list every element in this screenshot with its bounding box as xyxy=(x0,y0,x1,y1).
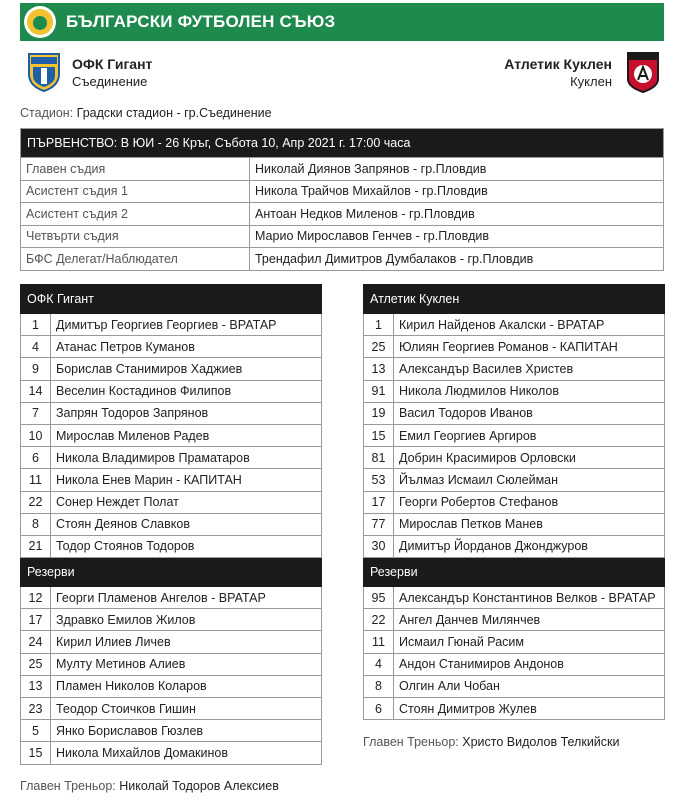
player-row xyxy=(21,675,322,697)
away-team-city: Куклен xyxy=(570,74,612,89)
official-row xyxy=(21,158,664,181)
federation-banner xyxy=(20,3,664,41)
player-name: Ангел Данчев Милянчев xyxy=(394,609,665,631)
player-number: 25 xyxy=(364,336,394,358)
player-name: Георги Робертов Стефанов xyxy=(394,491,665,513)
player-row xyxy=(364,380,665,402)
player-row xyxy=(21,513,322,535)
player-row xyxy=(364,469,665,491)
official-name: Никола Трайчов Михайлов - гр.Пловдив xyxy=(250,180,664,203)
player-number: 5 xyxy=(21,720,51,742)
player-name: Веселин Костадинов Филипов xyxy=(51,380,322,402)
player-row xyxy=(364,698,665,720)
roster-title-row-label: ОФК Гигант xyxy=(21,285,322,314)
player-name: Юлиян Георгиев Романов - КАПИТАН xyxy=(394,336,665,358)
player-number: 6 xyxy=(364,698,394,720)
roster-title-row xyxy=(21,285,322,314)
official-name: Марио Мирославов Генчев - гр.Пловдив xyxy=(250,225,664,248)
official-role: Главен съдия xyxy=(21,158,250,181)
away-team-crest-icon xyxy=(626,51,660,93)
official-row xyxy=(21,203,664,226)
player-number: 11 xyxy=(364,631,394,653)
player-name: Здравко Емилов Жилов xyxy=(51,609,322,631)
stadium-info xyxy=(20,106,272,120)
home-coach-name: Николай Тодоров Алексиев xyxy=(119,779,279,793)
player-row xyxy=(364,675,665,697)
player-row xyxy=(364,631,665,653)
teams-header xyxy=(20,43,664,100)
player-name: Мирослав Миленов Радев xyxy=(51,424,322,446)
home-team-city: Съединение xyxy=(72,74,148,89)
player-row xyxy=(364,513,665,535)
player-row xyxy=(364,314,665,336)
officials-table xyxy=(20,128,664,271)
away-coach-name: Христо Видолов Телкийски xyxy=(462,735,620,749)
player-name: Запрян Тодоров Запрянов xyxy=(51,402,322,424)
player-row xyxy=(21,424,322,446)
player-row xyxy=(21,609,322,631)
official-row xyxy=(21,248,664,271)
player-row xyxy=(364,587,665,609)
player-number: 17 xyxy=(21,609,51,631)
player-name: Никола Енев Марин - КАПИТАН xyxy=(51,469,322,491)
player-number: 30 xyxy=(364,535,394,557)
player-number: 21 xyxy=(21,535,51,557)
home-coach xyxy=(20,779,279,793)
match-info-row xyxy=(21,129,664,158)
player-name: Кирил Найденов Акалски - ВРАТАР xyxy=(394,314,665,336)
player-number: 14 xyxy=(21,380,51,402)
bfs-logo-icon xyxy=(24,6,56,38)
player-name: Димитър Георгиев Георгиев - ВРАТАР xyxy=(51,314,322,336)
player-row xyxy=(364,491,665,513)
player-name: Андон Станимиров Андонов xyxy=(394,653,665,675)
player-number: 8 xyxy=(364,675,394,697)
player-name: Пламен Николов Коларов xyxy=(51,675,322,697)
player-name: Мулту Метинов Алиев xyxy=(51,653,322,675)
player-name: Никола Михайлов Домакинов xyxy=(51,742,322,764)
player-name: Васил Тодоров Иванов xyxy=(394,402,665,424)
player-number: 95 xyxy=(364,587,394,609)
player-name: Димитър Йорданов Джонджуров xyxy=(394,535,665,557)
player-number: 1 xyxy=(364,314,394,336)
player-number: 13 xyxy=(21,675,51,697)
player-name: Никола Людмилов Николов xyxy=(394,380,665,402)
player-row xyxy=(21,535,322,557)
player-name: Теодор Стоичков Гишин xyxy=(51,698,322,720)
player-row xyxy=(364,609,665,631)
player-number: 77 xyxy=(364,513,394,535)
player-number: 12 xyxy=(21,587,51,609)
player-row xyxy=(21,314,322,336)
reserves-title-row xyxy=(364,558,665,587)
player-name: Александър Василев Христев xyxy=(394,358,665,380)
away-roster-table xyxy=(363,284,665,720)
player-row xyxy=(21,469,322,491)
official-name: Трендафил Димитров Думбалаков - гр.Пловдив xyxy=(250,248,664,271)
player-row xyxy=(21,402,322,424)
official-role: Асистент съдия 1 xyxy=(21,180,250,203)
home-team-crest-icon xyxy=(27,52,61,92)
official-role: Четвърти съдия xyxy=(21,225,250,248)
official-role: Асистент съдия 2 xyxy=(21,203,250,226)
home-coach-label: Главен Треньор: xyxy=(20,779,116,793)
player-row xyxy=(21,742,322,764)
player-name: Стоян Димитров Жулев xyxy=(394,698,665,720)
official-row xyxy=(21,225,664,248)
player-name: Борислав Станимиров Хаджиев xyxy=(51,358,322,380)
player-row xyxy=(21,720,322,742)
player-name: Исмаил Гюнай Расим xyxy=(394,631,665,653)
player-row xyxy=(364,424,665,446)
player-name: Мирослав Петков Манев xyxy=(394,513,665,535)
match-info: ПЪРВЕНСТВО: В ЮИ - 26 Кръг, Събота 10, Апр 2021 г. 17:00 часа xyxy=(21,129,664,158)
reserves-title-row-label: Резерви xyxy=(364,558,665,587)
player-number: 1 xyxy=(21,314,51,336)
player-row xyxy=(21,447,322,469)
player-name: Йълмаз Исмаил Сюлейман xyxy=(394,469,665,491)
home-team-name: ОФК Гигант xyxy=(72,56,153,72)
away-coach-label: Главен Треньор: xyxy=(363,735,459,749)
player-number: 23 xyxy=(21,698,51,720)
player-name: Сонер Неждет Полат xyxy=(51,491,322,513)
player-row xyxy=(21,587,322,609)
player-row xyxy=(364,447,665,469)
player-number: 91 xyxy=(364,380,394,402)
player-row xyxy=(364,358,665,380)
player-number: 6 xyxy=(21,447,51,469)
player-number: 22 xyxy=(364,609,394,631)
player-row xyxy=(21,491,322,513)
player-number: 11 xyxy=(21,469,51,491)
player-row xyxy=(21,698,322,720)
official-name: Антоан Недков Миленов - гр.Пловдив xyxy=(250,203,664,226)
player-name: Никола Владимиров Праматаров xyxy=(51,447,322,469)
stadium-value: Градски стадион - гр.Съединение xyxy=(76,106,272,120)
roster-title-row-label: Атлетик Куклен xyxy=(364,285,665,314)
away-team-name: Атлетик Куклен xyxy=(504,56,612,72)
player-row xyxy=(364,653,665,675)
reserves-title-row xyxy=(21,558,322,587)
player-number: 13 xyxy=(364,358,394,380)
player-number: 10 xyxy=(21,424,51,446)
player-name: Добрин Красимиров Орловски xyxy=(394,447,665,469)
federation-title: БЪЛГАРСКИ ФУТБОЛЕН СЪЮЗ xyxy=(66,12,336,31)
home-roster-table xyxy=(20,284,322,765)
player-number: 4 xyxy=(364,653,394,675)
player-row xyxy=(21,631,322,653)
player-number: 22 xyxy=(21,491,51,513)
player-row xyxy=(21,358,322,380)
reserves-title-row-label: Резерви xyxy=(21,558,322,587)
player-number: 9 xyxy=(21,358,51,380)
player-number: 24 xyxy=(21,631,51,653)
player-number: 17 xyxy=(364,491,394,513)
player-row xyxy=(364,336,665,358)
away-coach xyxy=(363,735,620,749)
player-number: 15 xyxy=(21,742,51,764)
player-name: Кирил Илиев Личев xyxy=(51,631,322,653)
player-name: Емил Георгиев Аргиров xyxy=(394,424,665,446)
player-number: 4 xyxy=(21,336,51,358)
player-name: Тодор Стоянов Тодоров xyxy=(51,535,322,557)
official-row xyxy=(21,180,664,203)
player-row xyxy=(364,402,665,424)
player-name: Георги Пламенов Ангелов - ВРАТАР xyxy=(51,587,322,609)
official-role: БФС Делегат/Наблюдател xyxy=(21,248,250,271)
official-name: Николай Диянов Запрянов - гр.Пловдив xyxy=(250,158,664,181)
player-row xyxy=(21,336,322,358)
player-number: 7 xyxy=(21,402,51,424)
player-name: Атанас Петров Куманов xyxy=(51,336,322,358)
player-number: 53 xyxy=(364,469,394,491)
player-row xyxy=(21,653,322,675)
player-number: 25 xyxy=(21,653,51,675)
stadium-label: Стадион: xyxy=(20,106,74,120)
roster-title-row xyxy=(364,285,665,314)
player-number: 19 xyxy=(364,402,394,424)
player-name: Александър Константинов Велков - ВРАТАР xyxy=(394,587,665,609)
player-name: Стоян Деянов Славков xyxy=(51,513,322,535)
player-row xyxy=(21,380,322,402)
player-name: Янко Бориславов Гюзлев xyxy=(51,720,322,742)
player-number: 8 xyxy=(21,513,51,535)
player-number: 81 xyxy=(364,447,394,469)
player-name: Олгин Али Чобан xyxy=(394,675,665,697)
player-row xyxy=(364,535,665,557)
player-number: 15 xyxy=(364,424,394,446)
